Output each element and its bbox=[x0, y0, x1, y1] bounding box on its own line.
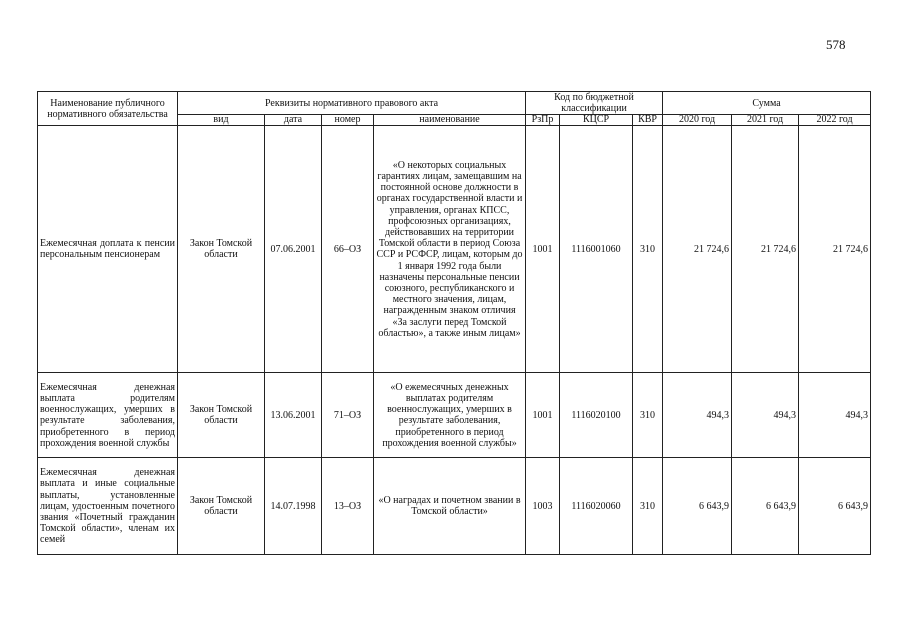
header-kvr: КВР bbox=[633, 115, 663, 126]
amount-2020-cell: 21 724,6 bbox=[663, 126, 732, 373]
header-2022: 2022 год bbox=[799, 115, 871, 126]
rzpr-cell: 1001 bbox=[526, 126, 560, 373]
act-date-cell: 13.06.2001 bbox=[265, 373, 322, 458]
kcsr-cell: 1116020060 bbox=[560, 458, 633, 555]
act-number-cell: 71–ОЗ bbox=[322, 373, 374, 458]
act-number-cell: 13–ОЗ bbox=[322, 458, 374, 555]
act-type-cell: Закон Томской области bbox=[178, 458, 265, 555]
obligation-name-cell: Ежемесячная денежная выплата родителям военнослужащих, умерших в результате заболевания, приобретенного в период прохождения военной службы bbox=[38, 373, 178, 458]
act-name-cell: «О некоторых социальных гарантиях лицам, замещавшим на постоянной основе должности в органах государственной власти и управления, органах КПСС, профсоюзных организациях, действовавших на территории Томской области в период Союза ССР и РСФСР, лицам, которым до 1 января 1992 года были назначены персональные пенсии союзного, республиканского и местного значения, лицам, награжденным знаком отличия «За заслуги перед Томской областью», а также иным лицам» bbox=[374, 126, 526, 373]
header-row-top bbox=[38, 92, 871, 115]
amount-2022-cell: 21 724,6 bbox=[799, 126, 871, 373]
header-date: дата bbox=[265, 115, 322, 126]
obligations-table bbox=[37, 91, 871, 555]
amount-2021-cell: 6 643,9 bbox=[732, 458, 799, 555]
act-number-cell: 66–ОЗ bbox=[322, 126, 374, 373]
act-type-cell: Закон Томской области bbox=[178, 373, 265, 458]
header-kcsr: КЦСР bbox=[560, 115, 633, 126]
page-number: 578 bbox=[826, 37, 846, 52]
obligation-name-cell: Ежемесячная денежная выплата и иные социальные выплаты, установленные лицам, удостоенным почетного звания «Почетный гражданин Томской области», членам их семей bbox=[38, 458, 178, 555]
amount-2020-cell: 6 643,9 bbox=[663, 458, 732, 555]
kvr-cell: 310 bbox=[633, 373, 663, 458]
header-act-name: наименование bbox=[374, 115, 526, 126]
header-type: вид bbox=[178, 115, 265, 126]
table-row bbox=[38, 458, 871, 555]
act-name-cell: «О ежемесячных денежных выплатах родителям военнослужащих, умерших в результате заболевания, приобретенного в период прохождения военной службы» bbox=[374, 373, 526, 458]
header-legal-act: Реквизиты нормативного правового акта bbox=[178, 92, 526, 115]
header-number: номер bbox=[322, 115, 374, 126]
header-2021: 2021 год bbox=[732, 115, 799, 126]
table-row bbox=[38, 126, 871, 373]
kvr-cell: 310 bbox=[633, 458, 663, 555]
act-type-cell: Закон Томской области bbox=[178, 126, 265, 373]
header-2020: 2020 год bbox=[663, 115, 732, 126]
amount-2021-cell: 494,3 bbox=[732, 373, 799, 458]
header-amount: Сумма bbox=[663, 92, 871, 115]
act-date-cell: 07.06.2001 bbox=[265, 126, 322, 373]
act-name-cell: «О наградах и почетном звании в Томской области» bbox=[374, 458, 526, 555]
amount-2020-cell: 494,3 bbox=[663, 373, 732, 458]
obligation-name-cell: Ежемесячная доплата к пенсии персональным пенсионерам bbox=[38, 126, 178, 373]
kcsr-cell: 1116020100 bbox=[560, 373, 633, 458]
amount-2022-cell: 494,3 bbox=[799, 373, 871, 458]
header-rzpr: РзПр bbox=[526, 115, 560, 126]
header-budget-code: Код по бюджетной классификации bbox=[526, 92, 663, 115]
table-row bbox=[38, 373, 871, 458]
header-obligation-name: Наименование публичного нормативного обязательства bbox=[38, 92, 178, 126]
amount-2022-cell: 6 643,9 bbox=[799, 458, 871, 555]
rzpr-cell: 1003 bbox=[526, 458, 560, 555]
amount-2021-cell: 21 724,6 bbox=[732, 126, 799, 373]
act-date-cell: 14.07.1998 bbox=[265, 458, 322, 555]
rzpr-cell: 1001 bbox=[526, 373, 560, 458]
kvr-cell: 310 bbox=[633, 126, 663, 373]
kcsr-cell: 1116001060 bbox=[560, 126, 633, 373]
